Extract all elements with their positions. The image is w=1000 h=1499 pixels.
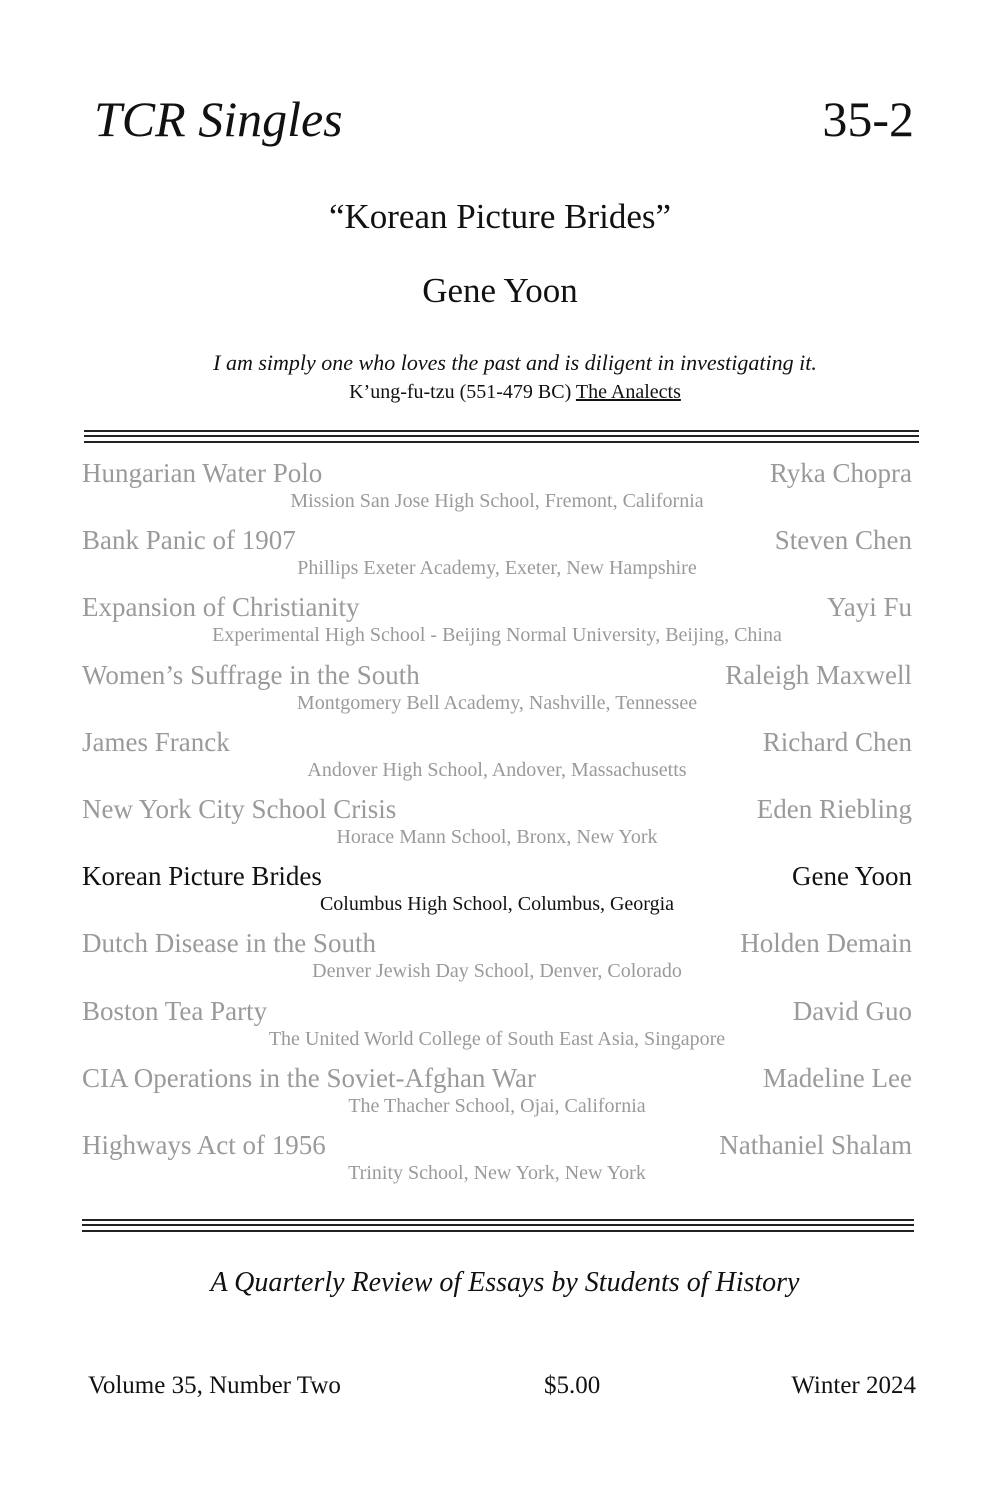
- toc-student: David Guo: [792, 995, 912, 1026]
- toc-entry: [82, 458, 912, 525]
- volume-info: Volume 35, Number Two: [88, 1372, 341, 1399]
- toc-entry: [82, 727, 912, 794]
- toc-entry: [82, 1130, 912, 1197]
- table-of-contents: [82, 458, 912, 1197]
- toc-school: The United World College of South East Asia, Singapore: [268, 1027, 726, 1050]
- toc-school: Andover High School, Andover, Massachusetts: [307, 758, 687, 781]
- toc-school: Montgomery Bell Academy, Nashville, Tennessee: [296, 691, 698, 714]
- toc-student: Gene Yoon: [791, 861, 912, 892]
- issue-number: 35-2: [822, 91, 914, 147]
- essay-author: Gene Yoon: [422, 271, 578, 310]
- toc-student: Nathaniel Shalam: [719, 1129, 912, 1160]
- toc-entry: [82, 1063, 912, 1130]
- toc-student: Yayi Fu: [826, 592, 912, 623]
- toc-school: Phillips Exeter Academy, Exeter, New Hampshire: [297, 557, 697, 580]
- epigraph-quote: I am simply one who loves the past and is diligent in investigating it.: [213, 350, 817, 375]
- price: $5.00: [544, 1372, 601, 1399]
- series-title: TCR Singles: [94, 91, 343, 147]
- toc-student: Holden Demain: [740, 928, 912, 959]
- toc-school: Mission San Jose High School, Fremont, California: [290, 490, 704, 512]
- toc-topic: CIA Operations in the Soviet-Afghan War: [82, 1062, 536, 1093]
- toc-student: Raleigh Maxwell: [725, 659, 912, 690]
- toc-entry: [82, 794, 912, 861]
- toc-entry: [82, 928, 912, 995]
- toc-topic: Bank Panic of 1907: [82, 525, 296, 556]
- toc-topic: Korean Picture Brides: [82, 861, 322, 892]
- toc-student: Richard Chen: [762, 726, 912, 757]
- toc-school: Horace Mann School, Bronx, New York: [336, 825, 658, 848]
- toc-topic: Boston Tea Party: [82, 995, 268, 1026]
- toc-student: Madeline Lee: [762, 1062, 912, 1093]
- essay-title: “Korean Picture Brides”: [328, 197, 672, 236]
- toc-school: The Thacher School, Ojai, California: [348, 1094, 646, 1117]
- toc-entry: [82, 592, 912, 659]
- top-divider: [84, 430, 919, 443]
- epigraph-source: K’ung-fu-tzu (551-479 BC): [349, 381, 572, 403]
- journal-tagline: A Quarterly Review of Essays by Students of History: [210, 1267, 800, 1298]
- toc-school: Denver Jewish Day School, Denver, Colorado: [312, 960, 682, 983]
- toc-entry: [82, 996, 912, 1063]
- toc-school: Columbus High School, Columbus, Georgia: [319, 893, 675, 916]
- toc-entry: [82, 660, 912, 727]
- toc-student: Steven Chen: [774, 525, 912, 556]
- toc-entry-current: [82, 861, 912, 928]
- epigraph-work: The Analects: [575, 381, 681, 403]
- toc-topic: Expansion of Christianity: [82, 592, 360, 623]
- epigraph-attribution: [0, 380, 1000, 404]
- toc-student: Ryka Chopra: [769, 458, 912, 488]
- toc-topic: Women’s Suffrage in the South: [82, 659, 420, 690]
- toc-entry: [82, 525, 912, 592]
- toc-topic: Hungarian Water Polo: [82, 458, 323, 488]
- toc-topic: New York City School Crisis: [82, 793, 397, 824]
- toc-school: Experimental High School - Beijing Normal University, Beijing, China: [212, 624, 782, 647]
- toc-student: Eden Riebling: [756, 793, 912, 824]
- issue-season: Winter 2024: [791, 1372, 916, 1399]
- toc-topic: James Franck: [82, 726, 230, 757]
- toc-school: Trinity School, New York, New York: [348, 1161, 646, 1184]
- toc-topic: Dutch Disease in the South: [82, 928, 376, 959]
- bottom-divider: [82, 1219, 914, 1232]
- toc-topic: Highways Act of 1956: [82, 1129, 326, 1160]
